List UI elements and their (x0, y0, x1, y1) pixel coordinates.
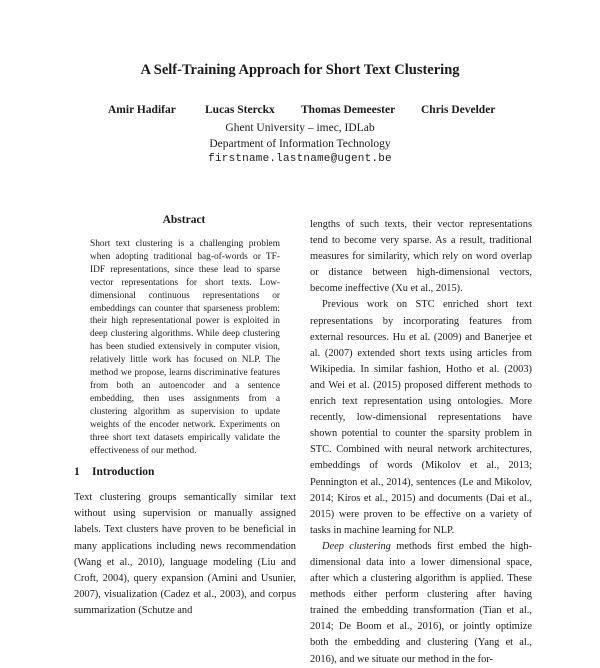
section-heading (74, 466, 154, 478)
author-name: Chris Develder (421, 104, 496, 116)
introduction-body: Text clustering groups semantically similar text without using supervision or manually assigned labels. Text clusters have proven to be beneficial in many applications including news recommendation (Wang et al., 2010), language modeling (Liu and Croft, 2004), query expansion (Amini and Usunier, 2007), visualization (Cadez et al., 2003), and corpus summarization (Schutze and (74, 492, 296, 617)
section-title: Introduction (92, 466, 155, 478)
emphasis: Deep clustering (322, 540, 391, 552)
paragraph-text: methods first embed the high-dimensional data into a lower dimensional space, after which a clustering algorithm is applied. These methods either perform clustering after having trained the embedding transformation (Tian et al., 2014; De Boom et al., 2016), or jointly optimize both the embedding and clustering (Yang et al., 2016), and we situate our method in the for- (310, 540, 532, 665)
author-list (0, 104, 600, 120)
section-number: 1 (74, 466, 80, 478)
author-name: Lucas Sterckx (205, 104, 275, 116)
department: Department of Information Technology (209, 138, 391, 150)
paper-title: A Self-Training Approach for Short Text Clustering (140, 62, 460, 78)
abstract-body: Short text clustering is a challenging problem when adopting traditional bag-of-words or TF-IDF representations, since these lead to sparse vector representations for short texts. Low-dimensional continuous representations or embeddings can counter that sparseness problem: their high representational power is exploited in deep clustering algorithms. While deep clustering has been studied extensively in computer vision, relatively little work has focused on NLP. The method we propose, learns discriminative features from both an autoencoder and a sentence embedding, then uses assignments from a clustering algorithm as supervision to update weights of the encoder network. Experiments on three short text datasets empirically validate the effectiveness of our method. (90, 239, 280, 456)
author-name: Thomas Demeester (301, 104, 396, 116)
email: firstname.lastname@ugent.be (208, 153, 392, 165)
right-column (310, 217, 532, 668)
affiliation: Ghent University – imec, IDLab (225, 122, 375, 134)
author-name: Amir Hadifar (108, 104, 176, 116)
abstract-heading: Abstract (162, 214, 206, 226)
paragraph (310, 539, 532, 668)
paragraph: lengths of such texts, their vector representations tend to become very sparse. As a result, traditional measures for similarity, which rely on word overlap or distance between high-dimensional vectors, become ineffective (Xu et al., 2015). (310, 219, 532, 295)
paragraph: Previous work on STC enriched short text representations by incorporating features from external resources. Hu et al. (2009) and Banerjee et al. (2007) extended short texts using articles from Wikipedia. In similar fashion, Hotho et al. (2003) and Wei et al. (2015) proposed different methods to enrich text representation using ontologies. More recently, low-dimensional representations have shown potential to counter the sparsity problem in STC. Combined with neural network architectures, embeddings of words (Mikolov et al., 2013; Pennington et al., 2014), sentences (Le and Mikolov, 2014; Kiros et al., 2015) and documents (Dai et al., 2015) were proven to be effective on a variety of tasks in machine learning for NLP. (310, 299, 532, 536)
